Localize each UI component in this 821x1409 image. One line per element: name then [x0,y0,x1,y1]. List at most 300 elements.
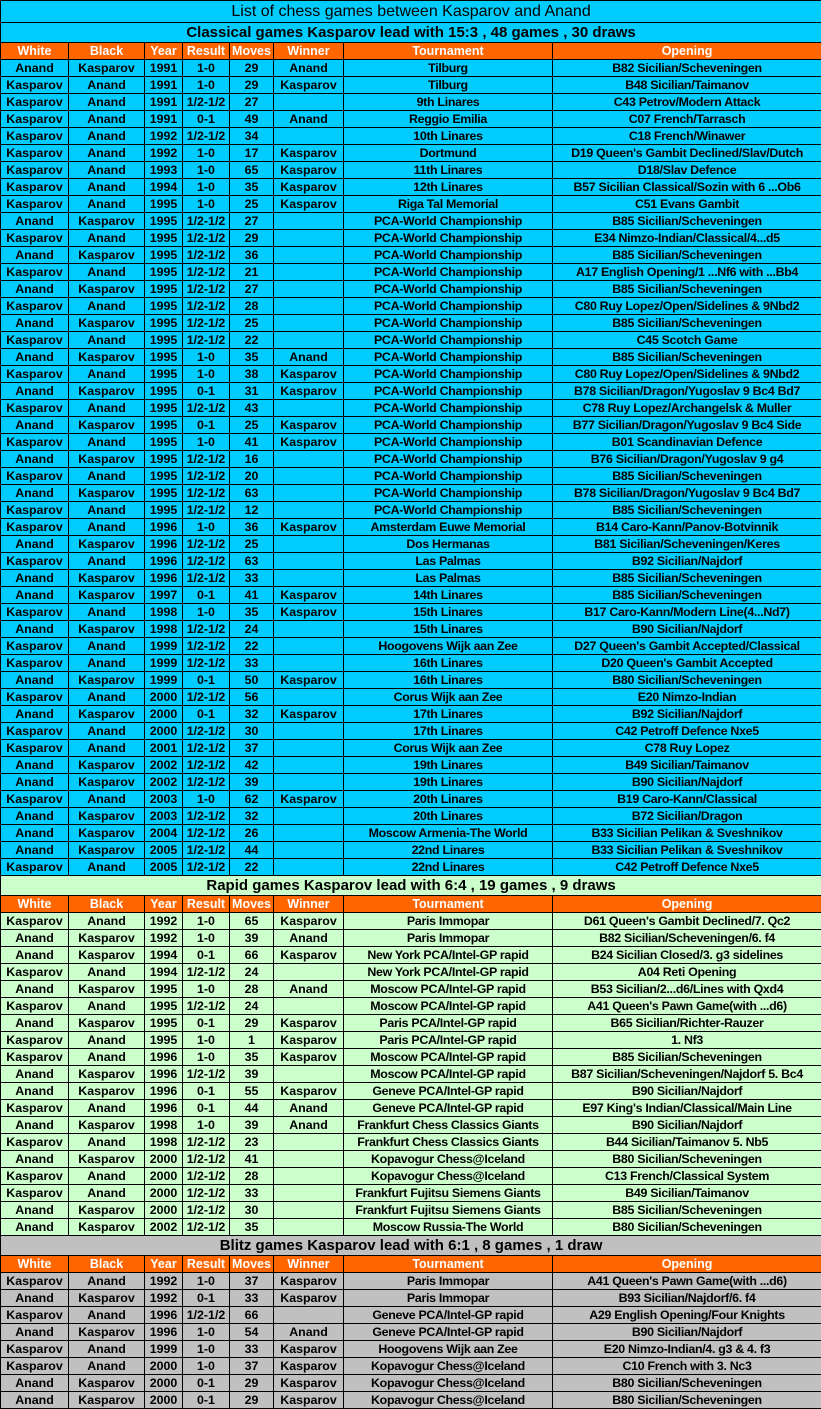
cell-white: Anand [1,1375,69,1392]
cell-result: 0-1 [183,417,230,434]
cell-white: Kasparov [1,502,69,519]
cell-opening: C18 French/Winawer [553,128,821,145]
cell-tournament: Geneve PCA/Intel-GP rapid [344,1083,553,1100]
cell-year: 1995 [145,485,183,502]
cell-year: 1996 [145,1066,183,1083]
cell-result: 0-1 [183,1100,230,1117]
table-row [1,281,821,298]
cell-white: Anand [1,536,69,553]
cell-moves: 62 [230,791,274,808]
cell-opening: B76 Sicilian/Dragon/Yugoslav 9 g4 [553,451,821,468]
cell-winner: Kasparov [274,417,344,434]
cell-black: Kasparov [69,536,145,553]
cell-result: 0-1 [183,111,230,128]
column-header-tournament: Tournament [344,896,553,913]
cell-result: 1/2-1/2 [183,808,230,825]
cell-opening: C78 Ruy Lopez [553,740,821,757]
cell-black: Anand [69,553,145,570]
cell-opening: B72 Sicilian/Dragon [553,808,821,825]
cell-winner [274,281,344,298]
cell-moves: 63 [230,485,274,502]
cell-moves: 27 [230,281,274,298]
cell-white: Anand [1,1324,69,1341]
cell-white: Anand [1,1151,69,1168]
cell-tournament: PCA-World Championship [344,332,553,349]
cell-moves: 29 [230,1392,274,1409]
cell-moves: 39 [230,1117,274,1134]
cell-opening: B92 Sicilian/Najdorf [553,706,821,723]
cell-result: 0-1 [183,672,230,689]
cell-black: Anand [69,964,145,981]
cell-black: Kasparov [69,1290,145,1307]
table-row [1,60,821,77]
cell-black: Kasparov [69,947,145,964]
cell-result: 1/2-1/2 [183,400,230,417]
cell-tournament: Amsterdam Euwe Memorial [344,519,553,536]
cell-year: 1997 [145,587,183,604]
cell-opening: B33 Sicilian Pelikan & Sveshnikov [553,825,821,842]
table-row [1,315,821,332]
cell-year: 1999 [145,638,183,655]
cell-opening: B85 Sicilian/Scheveningen [553,1049,821,1066]
cell-winner: Anand [274,60,344,77]
cell-white: Anand [1,706,69,723]
cell-year: 2003 [145,791,183,808]
cell-result: 1/2-1/2 [183,281,230,298]
cell-result: 1-0 [183,791,230,808]
cell-opening: A29 English Opening/Four Knights [553,1307,821,1324]
cell-tournament: Geneve PCA/Intel-GP rapid [344,1324,553,1341]
cell-moves: 28 [230,981,274,998]
cell-winner: Kasparov [274,434,344,451]
cell-black: Kasparov [69,1066,145,1083]
cell-result: 1/2-1/2 [183,94,230,111]
cell-black: Anand [69,1049,145,1066]
cell-result: 1/2-1/2 [183,502,230,519]
cell-white: Anand [1,213,69,230]
cell-opening: B65 Sicilian/Richter-Rauzer [553,1015,821,1032]
cell-winner: Kasparov [274,383,344,400]
cell-result: 0-1 [183,1083,230,1100]
cell-winner [274,1066,344,1083]
cell-year: 1995 [145,451,183,468]
cell-moves: 35 [230,179,274,196]
cell-opening: C45 Scotch Game [553,332,821,349]
cell-white: Kasparov [1,264,69,281]
cell-black: Kasparov [69,1202,145,1219]
cell-tournament: PCA-World Championship [344,485,553,502]
cell-moves: 31 [230,383,274,400]
table-row [1,111,821,128]
cell-tournament: Paris PCA/Intel-GP rapid [344,1015,553,1032]
cell-moves: 25 [230,315,274,332]
cell-white: Anand [1,383,69,400]
cell-winner: Kasparov [274,162,344,179]
cell-moves: 66 [230,947,274,964]
table-row [1,383,821,400]
cell-tournament: Moscow PCA/Intel-GP rapid [344,1049,553,1066]
cell-black: Anand [69,179,145,196]
cell-result: 1/2-1/2 [183,964,230,981]
cell-tournament: PCA-World Championship [344,213,553,230]
cell-white: Anand [1,981,69,998]
cell-tournament: 15th Linares [344,621,553,638]
cell-opening: E34 Nimzo-Indian/Classical/4...d5 [553,230,821,247]
cell-black: Kasparov [69,213,145,230]
cell-white: Anand [1,417,69,434]
cell-tournament: 20th Linares [344,808,553,825]
cell-moves: 29 [230,77,274,94]
cell-moves: 39 [230,774,274,791]
cell-result: 1-0 [183,434,230,451]
column-header-tournament: Tournament [344,1256,553,1273]
cell-opening: D19 Queen's Gambit Declined/Slav/Dutch [553,145,821,162]
cell-result: 0-1 [183,706,230,723]
cell-result: 1-0 [183,1324,230,1341]
cell-tournament: 22nd Linares [344,859,553,876]
cell-white: Kasparov [1,638,69,655]
cell-result: 1-0 [183,1341,230,1358]
cell-result: 1-0 [183,1032,230,1049]
cell-black: Anand [69,1100,145,1117]
table-row [1,655,821,672]
table-row [1,1219,821,1236]
cell-year: 1995 [145,230,183,247]
table-row [1,825,821,842]
cell-tournament: Kopavogur Chess@Iceland [344,1392,553,1409]
cell-tournament: Moscow Russia-The World [344,1219,553,1236]
cell-winner: Anand [274,981,344,998]
cell-white: Kasparov [1,1307,69,1324]
cell-moves: 33 [230,1185,274,1202]
table-row [1,519,821,536]
cell-tournament: PCA-World Championship [344,502,553,519]
section-heading-row [1,23,821,43]
cell-winner: Kasparov [274,1049,344,1066]
cell-winner [274,1151,344,1168]
cell-white: Kasparov [1,128,69,145]
cell-black: Kasparov [69,485,145,502]
cell-opening: B81 Sicilian/Scheveningen/Keres [553,536,821,553]
cell-result: 0-1 [183,1015,230,1032]
cell-black: Kasparov [69,570,145,587]
table-row [1,77,821,94]
cell-white: Kasparov [1,791,69,808]
table-row [1,964,821,981]
cell-year: 1995 [145,1032,183,1049]
cell-white: Anand [1,587,69,604]
cell-year: 1995 [145,196,183,213]
cell-opening: B93 Sicilian/Najdorf/6. f4 [553,1290,821,1307]
cell-winner: Kasparov [274,706,344,723]
cell-white: Anand [1,570,69,587]
cell-opening: B77 Sicilian/Dragon/Yugoslav 9 Bc4 Side [553,417,821,434]
cell-opening: B48 Sicilian/Taimanov [553,77,821,94]
cell-moves: 33 [230,1290,274,1307]
cell-tournament: Tilburg [344,60,553,77]
cell-year: 1991 [145,60,183,77]
column-header-winner: Winner [274,1256,344,1273]
column-header-year: Year [145,1256,183,1273]
cell-opening: B80 Sicilian/Scheveningen [553,1151,821,1168]
cell-opening: C07 French/Tarrasch [553,111,821,128]
cell-winner [274,998,344,1015]
cell-white: Kasparov [1,740,69,757]
cell-black: Anand [69,1032,145,1049]
cell-black: Anand [69,1185,145,1202]
cell-black: Anand [69,111,145,128]
cell-black: Kasparov [69,774,145,791]
cell-result: 1/2-1/2 [183,774,230,791]
cell-moves: 28 [230,298,274,315]
cell-black: Kasparov [69,417,145,434]
cell-winner [274,1168,344,1185]
cell-opening: B19 Caro-Kann/Classical [553,791,821,808]
cell-tournament: Frankfurt Fujitsu Siemens Giants [344,1202,553,1219]
cell-year: 1996 [145,519,183,536]
cell-white: Kasparov [1,468,69,485]
column-header-row [1,896,821,913]
cell-year: 1995 [145,366,183,383]
table-row [1,774,821,791]
cell-result: 1/2-1/2 [183,689,230,706]
cell-tournament: 22nd Linares [344,842,553,859]
cell-moves: 43 [230,400,274,417]
cell-result: 1/2-1/2 [183,740,230,757]
cell-opening: B85 Sicilian/Scheveningen [553,247,821,264]
cell-black: Anand [69,230,145,247]
cell-year: 1996 [145,1100,183,1117]
cell-white: Kasparov [1,1358,69,1375]
cell-year: 1998 [145,604,183,621]
column-header-row [1,43,821,60]
cell-black: Anand [69,94,145,111]
cell-result: 1/2-1/2 [183,621,230,638]
cell-opening: B14 Caro-Kann/Panov-Botvinnik [553,519,821,536]
cell-moves: 29 [230,230,274,247]
cell-black: Anand [69,998,145,1015]
cell-white: Anand [1,842,69,859]
cell-opening: B17 Caro-Kann/Modern Line(4...Nd7) [553,604,821,621]
cell-result: 1/2-1/2 [183,128,230,145]
cell-moves: 24 [230,964,274,981]
cell-winner [274,332,344,349]
cell-moves: 34 [230,128,274,145]
cell-result: 1-0 [183,1358,230,1375]
cell-moves: 36 [230,247,274,264]
cell-moves: 12 [230,502,274,519]
cell-result: 1/2-1/2 [183,485,230,502]
cell-result: 1/2-1/2 [183,315,230,332]
cell-moves: 44 [230,842,274,859]
cell-opening: C51 Evans Gambit [553,196,821,213]
cell-white: Anand [1,757,69,774]
cell-opening: A17 English Opening/1 ...Nf6 with ...Bb4 [553,264,821,281]
column-header-opening: Opening [553,43,821,60]
cell-year: 1995 [145,213,183,230]
cell-white: Anand [1,1202,69,1219]
cell-tournament: 15th Linares [344,604,553,621]
table-row [1,213,821,230]
cell-moves: 49 [230,111,274,128]
cell-opening: C43 Petrov/Modern Attack [553,94,821,111]
cell-black: Kasparov [69,60,145,77]
table-row [1,1168,821,1185]
cell-opening: C80 Ruy Lopez/Open/Sidelines & 9Nbd2 [553,298,821,315]
table-row [1,230,821,247]
cell-moves: 28 [230,1168,274,1185]
cell-black: Kasparov [69,672,145,689]
cell-black: Anand [69,791,145,808]
cell-tournament: PCA-World Championship [344,434,553,451]
cell-moves: 66 [230,1307,274,1324]
cell-white: Kasparov [1,1168,69,1185]
cell-year: 1995 [145,981,183,998]
cell-year: 1999 [145,672,183,689]
cell-black: Anand [69,723,145,740]
cell-result: 0-1 [183,947,230,964]
table-row [1,417,821,434]
cell-winner [274,213,344,230]
cell-result: 1/2-1/2 [183,230,230,247]
table-row [1,706,821,723]
table-row [1,502,821,519]
cell-opening: B80 Sicilian/Scheveningen [553,1219,821,1236]
cell-black: Anand [69,366,145,383]
cell-year: 1995 [145,281,183,298]
cell-moves: 36 [230,519,274,536]
cell-winner: Kasparov [274,791,344,808]
cell-white: Kasparov [1,964,69,981]
cell-winner [274,553,344,570]
cell-tournament: New York PCA/Intel-GP rapid [344,947,553,964]
cell-moves: 44 [230,1100,274,1117]
cell-tournament: PCA-World Championship [344,451,553,468]
cell-moves: 50 [230,672,274,689]
cell-black: Kasparov [69,1151,145,1168]
cell-moves: 26 [230,825,274,842]
cell-black: Anand [69,1134,145,1151]
cell-tournament: Dortmund [344,145,553,162]
cell-tournament: 19th Linares [344,774,553,791]
cell-black: Anand [69,1341,145,1358]
cell-black: Anand [69,1168,145,1185]
cell-opening: A41 Queen's Pawn Game(with ...d6) [553,998,821,1015]
cell-moves: 55 [230,1083,274,1100]
cell-opening: B85 Sicilian/Scheveningen [553,315,821,332]
cell-winner [274,570,344,587]
cell-moves: 21 [230,264,274,281]
cell-winner [274,1202,344,1219]
cell-result: 1/2-1/2 [183,1066,230,1083]
cell-black: Kasparov [69,930,145,947]
cell-year: 1992 [145,1290,183,1307]
cell-year: 2003 [145,808,183,825]
cell-tournament: Corus Wijk aan Zee [344,740,553,757]
cell-opening: D20 Queen's Gambit Accepted [553,655,821,672]
cell-white: Kasparov [1,400,69,417]
cell-tournament: Riga Tal Memorial [344,196,553,213]
cell-opening: B92 Sicilian/Najdorf [553,553,821,570]
cell-winner [274,298,344,315]
cell-result: 1/2-1/2 [183,723,230,740]
cell-white: Kasparov [1,1049,69,1066]
cell-white: Anand [1,930,69,947]
cell-moves: 35 [230,1049,274,1066]
cell-winner: Kasparov [274,145,344,162]
cell-tournament: Hoogovens Wijk aan Zee [344,638,553,655]
cell-black: Anand [69,264,145,281]
cell-white: Anand [1,1290,69,1307]
cell-black: Kasparov [69,706,145,723]
cell-tournament: 14th Linares [344,587,553,604]
cell-winner [274,1307,344,1324]
cell-opening: B80 Sicilian/Scheveningen [553,1392,821,1409]
cell-opening: B85 Sicilian/Scheveningen [553,587,821,604]
section-heading: Classical games Kasparov lead with 15:3 , 48 games , 30 draws [1,23,821,43]
cell-black: Kasparov [69,981,145,998]
cell-year: 1998 [145,621,183,638]
cell-winner [274,825,344,842]
cell-tournament: Frankfurt Chess Classics Giants [344,1117,553,1134]
cell-year: 2000 [145,706,183,723]
table-row [1,757,821,774]
cell-moves: 42 [230,757,274,774]
cell-winner [274,964,344,981]
table-row [1,1015,821,1032]
cell-moves: 22 [230,638,274,655]
table-row [1,94,821,111]
table-row [1,553,821,570]
cell-tournament: PCA-World Championship [344,298,553,315]
table-row [1,604,821,621]
cell-year: 1994 [145,947,183,964]
cell-winner [274,94,344,111]
cell-moves: 29 [230,1015,274,1032]
cell-black: Anand [69,1273,145,1290]
cell-white: Kasparov [1,230,69,247]
table-row [1,1358,821,1375]
column-header-year: Year [145,896,183,913]
cell-black: Anand [69,162,145,179]
cell-moves: 56 [230,689,274,706]
cell-winner [274,502,344,519]
cell-moves: 30 [230,1202,274,1219]
cell-result: 1-0 [183,349,230,366]
cell-tournament: 12th Linares [344,179,553,196]
cell-tournament: Corus Wijk aan Zee [344,689,553,706]
cell-white: Kasparov [1,553,69,570]
cell-year: 1991 [145,111,183,128]
table-row [1,1083,821,1100]
cell-tournament: PCA-World Championship [344,366,553,383]
cell-winner: Anand [274,1100,344,1117]
cell-white: Kasparov [1,179,69,196]
table-row [1,1049,821,1066]
cell-tournament: Frankfurt Chess Classics Giants [344,1134,553,1151]
cell-winner: Kasparov [274,1290,344,1307]
cell-opening: A04 Reti Opening [553,964,821,981]
cell-winner [274,536,344,553]
cell-year: 1996 [145,553,183,570]
section-heading-row [1,1236,821,1256]
cell-tournament: Moscow PCA/Intel-GP rapid [344,1066,553,1083]
cell-year: 1995 [145,298,183,315]
cell-result: 1-0 [183,604,230,621]
cell-white: Anand [1,1066,69,1083]
cell-opening: B90 Sicilian/Najdorf [553,1324,821,1341]
cell-opening: C42 Petroff Defence Nxe5 [553,859,821,876]
